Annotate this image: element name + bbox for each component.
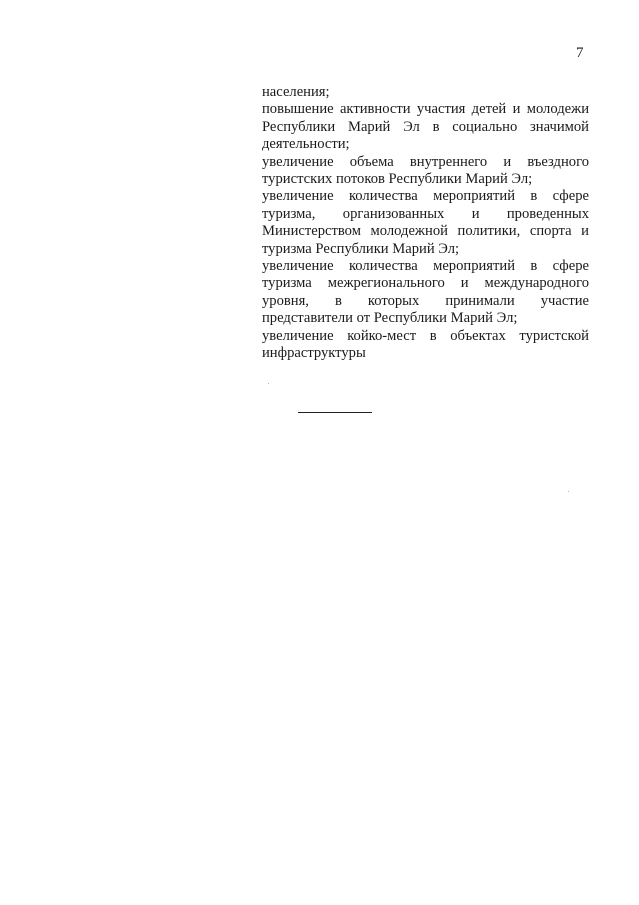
paragraph: повышение активности участия детей и молодежи Республики Марий Эл в социально значимой деятельности; (262, 101, 589, 153)
scan-speck (568, 491, 569, 492)
paragraph: увеличение количества мероприятий в сфере туризма межрегионального и международного уровня, в которых принимали участие представители от Республики Марий Эл; (262, 258, 589, 327)
paragraph: увеличение количества мероприятий в сфере туризма, организованных и проведенных Министерством молодежной политики, спорта и туризма Республики Марий Эл; (262, 188, 589, 257)
paragraph: населения; (262, 84, 330, 100)
paragraph: увеличение объема внутреннего и въездного туристских потоков Республики Марий Эл; (262, 153, 589, 188)
end-of-text-rule (298, 412, 372, 413)
page-number: 7 (576, 45, 584, 61)
scan-speck (268, 383, 269, 384)
paragraph: увеличение койко-мест в объектах туристской инфраструктуры (262, 327, 589, 362)
body-text (262, 84, 589, 363)
